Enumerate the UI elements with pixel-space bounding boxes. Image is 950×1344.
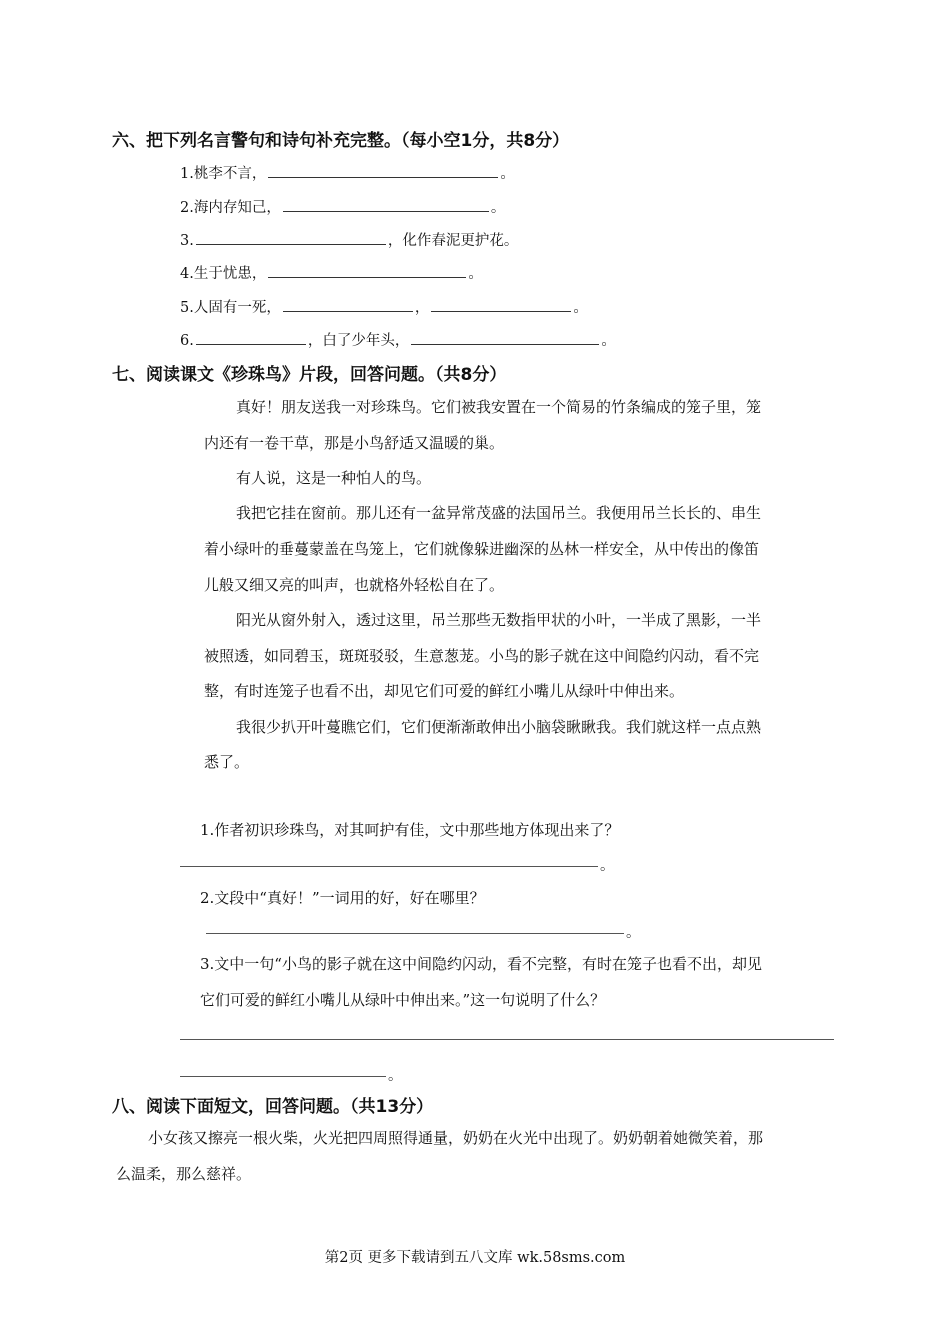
answer-line[interactable] [180,1039,834,1040]
passage-line: 有人说，这是一种怕人的鸟。 [236,469,432,487]
item-text: 4.生于忧患， [180,266,267,282]
answer-blank[interactable] [268,263,466,278]
fill-item-4 [180,262,483,283]
passage-line: 被照透，如同碧玉，斑斑驳驳，生意葱茏。小鸟的影子就在这中间隐约闪动，看不完 [204,647,760,665]
item-text: 。 [500,166,515,182]
fill-item-1 [180,162,515,183]
page-footer: 第2页 更多下载请到五八文库 wk.58sms.com [324,1250,626,1266]
item-text: 2.海内存知己， [180,200,281,216]
question-3: 3.文中一句“小鸟的影子就在这中间隐约闪动，看不完整，有时在笼子也看不出，却见 [200,955,762,973]
passage-line: 内还有一卷干草，那是小鸟舒适又温暖的巢。 [204,434,505,452]
question-1: 1.作者初识珍珠鸟，对其呵护有佳，文中那些地方体现出来了？ [200,821,620,839]
answer-blank[interactable] [283,197,489,212]
item-text: ，化作春泥更护花。 [387,233,519,249]
item-text: 。 [573,300,588,316]
passage-line: 着小绿叶的垂蔓蒙盖在鸟笼上，它们就像躲进幽深的丛林一样安全，从中传出的像笛 [204,540,760,558]
item-text: 1.桃李不言， [180,166,267,182]
item-text: 。 [468,266,483,282]
passage-line: 悉了。 [204,753,250,771]
passage-line: 整，有时连笼子也看不出，却见它们可爱的鲜红小嘴儿从绿叶中伸出来。 [204,682,685,700]
answer-blank[interactable] [283,297,413,312]
passage-line: 小女孩又擦亮一根火柴，火光把四周照得通量，奶奶在火光中出现了。奶奶朝着她微笑着，那 [148,1129,764,1147]
section8-heading: 八、阅读下面短文，回答问题。（共13分） [112,1097,434,1117]
period-mark: 。 [388,1068,403,1084]
answer-line[interactable] [180,866,598,867]
answer-line[interactable] [206,933,624,934]
passage-line: 阳光从窗外射入，透过这里，吊兰那些无数指甲状的小叶，一半成了黑影，一半 [236,611,762,629]
item-text: 。 [601,333,616,349]
passage-line: 我很少扒开叶蔓瞧它们，它们便渐渐敢伸出小脑袋瞅瞅我。我们就这样一点点熟 [236,718,762,736]
fill-item-3 [180,229,518,250]
answer-blank[interactable] [411,330,599,345]
item-text: 。 [490,200,506,216]
period-mark: 。 [600,858,615,874]
answer-blank[interactable] [431,297,571,312]
item-text: 5.人固有一死， [180,300,281,316]
passage-line: 儿般又细又亮的叫声，也就格外轻松自在了。 [204,576,505,594]
passage-line: 么温柔，那么慈祥。 [116,1165,252,1183]
item-text: ，白了少年头， [307,333,410,349]
item-text: 6. [180,333,194,349]
fill-item-2 [180,196,505,217]
answer-blank[interactable] [196,230,386,245]
passage-line: 真好！朋友送我一对珍珠鸟。它们被我安置在一个简易的竹条编成的笼子里，笼 [236,398,762,416]
period-mark: 。 [626,925,641,941]
section6-heading: 六、把下列名言警句和诗句补充完整。（每小空1分，共8分） [112,131,570,151]
question-3-cont: 它们可爱的鲜红小嘴儿从绿叶中伸出来。”这一句说明了什么？ [200,991,606,1009]
answer-blank[interactable] [268,163,498,178]
item-text: ， [414,300,430,316]
answer-blank[interactable] [196,330,306,345]
section7-heading: 七、阅读课文《珍珠鸟》片段，回答问题。（共8分） [112,365,507,385]
item-text: 3. [180,233,194,249]
fill-item-5 [180,296,588,317]
answer-line[interactable] [180,1076,386,1077]
question-2: 2.文段中“真好！”一词用的好，好在哪里？ [200,889,485,907]
fill-item-6 [180,329,616,350]
passage-line: 我把它挂在窗前。那儿还有一盆异常茂盛的法国吊兰。我便用吊兰长长的、串生 [236,504,762,522]
